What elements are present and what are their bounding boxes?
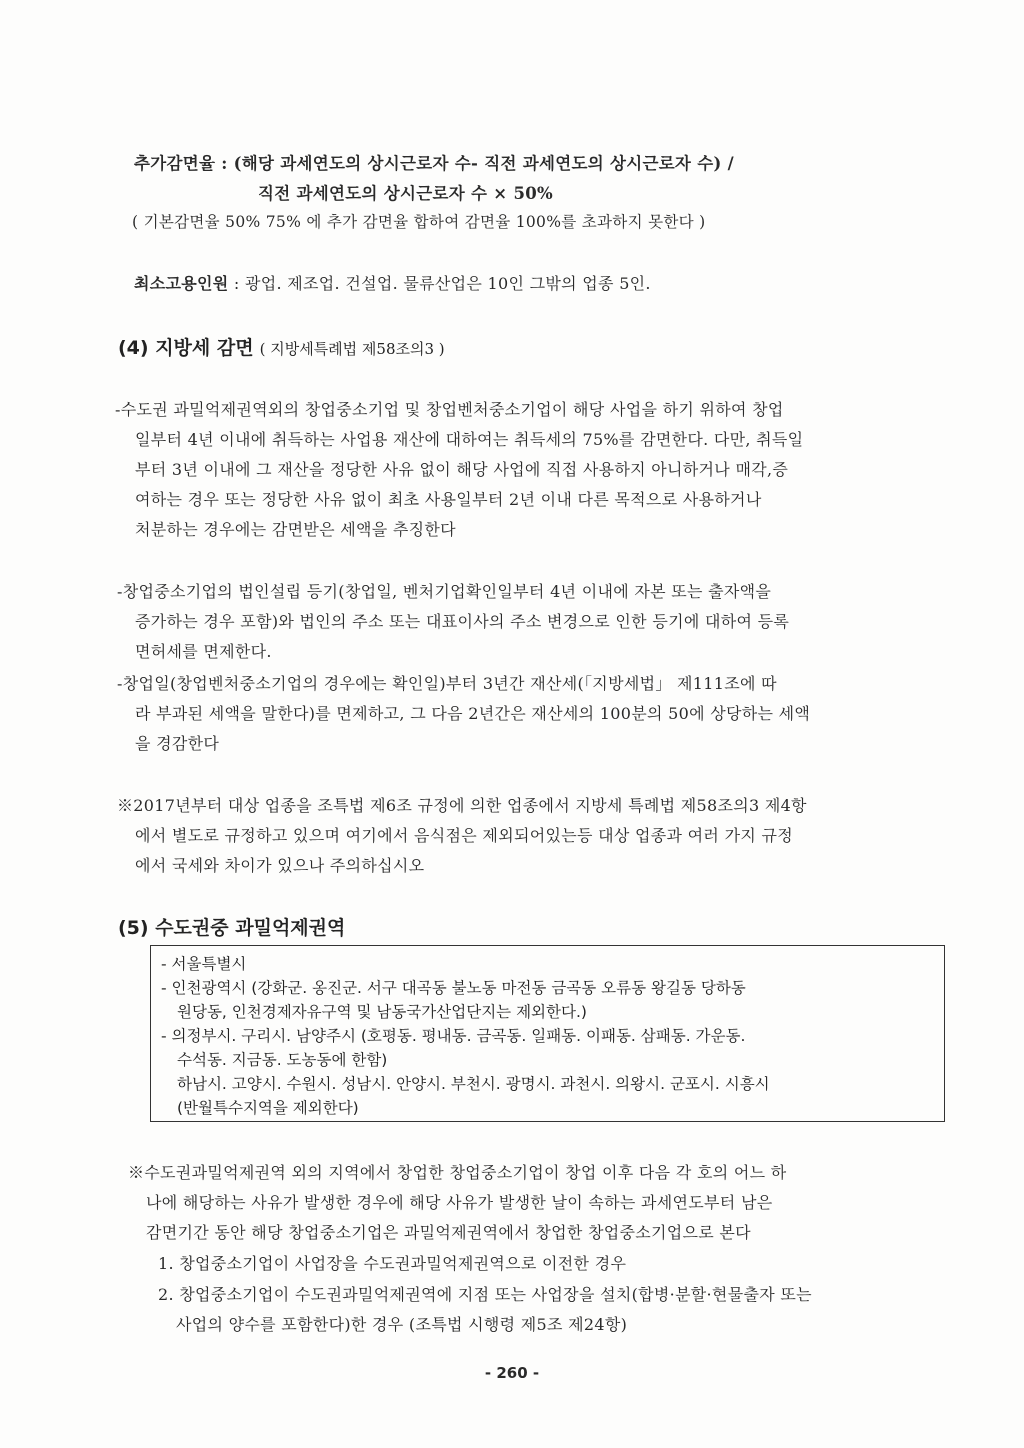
region-list-box — [150, 945, 945, 1122]
para-line: 면허세를 면제한다. — [135, 642, 272, 661]
note-line: ※2017년부터 대상 업종을 조특법 제6조 규정에 의한 업종에서 지방세 특례법 제58조의3 제4항 — [117, 796, 807, 815]
additional-rate-line2: 직전 과세연도의 상시근로자 수 × 50% — [258, 184, 553, 203]
region-line: (반월특수지역을 제외한다) — [177, 1099, 359, 1117]
min-employment-label: 최소고용인원 — [134, 274, 229, 293]
region-line: 하남시. 고양시. 수원시. 성남시. 안양시. 부천시. 광명시. 과천시. 의왕시. 군포시. 시흥시 — [177, 1075, 770, 1093]
para-line: -창업중소기업의 법인설립 등기(창업일, 벤처기업확인일부터 4년 이내에 자본 또는 출자액을 — [117, 582, 772, 601]
section5-heading: (5) 수도권중 과밀억제권역 — [118, 917, 346, 939]
note-line: 나에 해당하는 사유가 발생한 경우에 해당 사유가 발생한 날이 속하는 과세연도부터 남은 — [146, 1193, 773, 1212]
region-line: 원당동, 인천경제자유구역 및 남동국가산업단지는 제외한다.) — [177, 1003, 587, 1021]
list-item: 2. 창업중소기업이 수도권과밀억제권역에 지점 또는 사업장을 설치(합병·분할·현물출자 또는 — [158, 1285, 812, 1304]
para-line: 처분하는 경우에는 감면받은 세액을 추징한다 — [135, 520, 456, 539]
para-line: -수도권 과밀억제권역외의 창업중소기업 및 창업벤처중소기업이 해당 사업을 하기 위하여 창업 — [115, 400, 784, 419]
para-line: 증가하는 경우 포함)와 법인의 주소 또는 대표이사의 주소 변경으로 인한 등기에 대하여 등록 — [135, 612, 790, 631]
min-employment-text: : 광업. 제조업. 건설업. 물류산업은 10인 그밖의 업종 5인. — [228, 274, 651, 293]
para-line: 부터 3년 이내에 그 재산을 정당한 사유 없이 해당 사업에 직접 사용하지 아니하거나 매각,증 — [135, 460, 789, 479]
note-line: 에서 별도로 규정하고 있으며 여기에서 음식점은 제외되어있는등 대상 업종과 여러 가지 규정 — [135, 826, 793, 845]
region-line: - 인천광역시 (강화군. 옹진군. 서구 대곡동 불노동 마전동 금곡동 오류동 왕길동 당하동 — [161, 979, 746, 997]
note-line: 에서 국세와 차이가 있으나 주의하십시오 — [135, 856, 425, 875]
section4-heading — [118, 333, 445, 360]
list-item: 1. 창업중소기업이 사업장을 수도권과밀억제권역으로 이전한 경우 — [158, 1254, 627, 1273]
para-line: 일부터 4년 이내에 취득하는 사업용 재산에 대하여는 취득세의 75%를 감면한다. 다만, 취득일 — [135, 430, 804, 449]
region-line: - 의정부시. 구리시. 남양주시 (호평동. 평내동. 금곡동. 일패동. 이패동. 삼패동. 가운동. — [161, 1027, 746, 1045]
region-line: 수석동. 지금동. 도농동에 한함) — [177, 1051, 388, 1069]
section4-subtitle: ( 지방세특례법 제58조의3 ) — [259, 340, 445, 358]
section4-title: (4) 지방세 감면 — [118, 337, 254, 359]
additional-rate-line1: 추가감면율 : (해당 과세연도의 상시근로자 수- 직전 과세연도의 상시근로자 수) / — [134, 154, 734, 173]
min-employment — [134, 271, 651, 294]
rate-note: ( 기본감면율 50% 75% 에 추가 감면율 합하여 감면율 100%를 초과하지 못한다 ) — [132, 213, 706, 231]
para-line: -창업일(창업벤처중소기업의 경우에는 확인일)부터 3년간 재산세(「지방세법」 제111조에 따 — [117, 674, 777, 693]
para-line: 을 경감한다 — [135, 734, 220, 753]
list-item: 사업의 양수를 포함한다)한 경우 (조특법 시행령 제5조 제24항) — [176, 1315, 628, 1334]
region-line: - 서울특별시 — [161, 955, 247, 973]
page-number: - 260 - — [484, 1364, 540, 1382]
note-line: 감면기간 동안 해당 창업중소기업은 과밀억제권역에서 창업한 창업중소기업으로 본다 — [146, 1223, 751, 1242]
para-line: 라 부과된 세액을 말한다)를 면제하고, 그 다음 2년간은 재산세의 100분의 50에 상당하는 세액 — [135, 704, 811, 723]
para-line: 여하는 경우 또는 정당한 사유 없이 최초 사용일부터 2년 이내 다른 목적으로 사용하거나 — [135, 490, 762, 509]
note-line: ※수도권과밀억제권역 외의 지역에서 창업한 창업중소기업이 창업 이후 다음 각 호의 어느 하 — [128, 1163, 787, 1182]
